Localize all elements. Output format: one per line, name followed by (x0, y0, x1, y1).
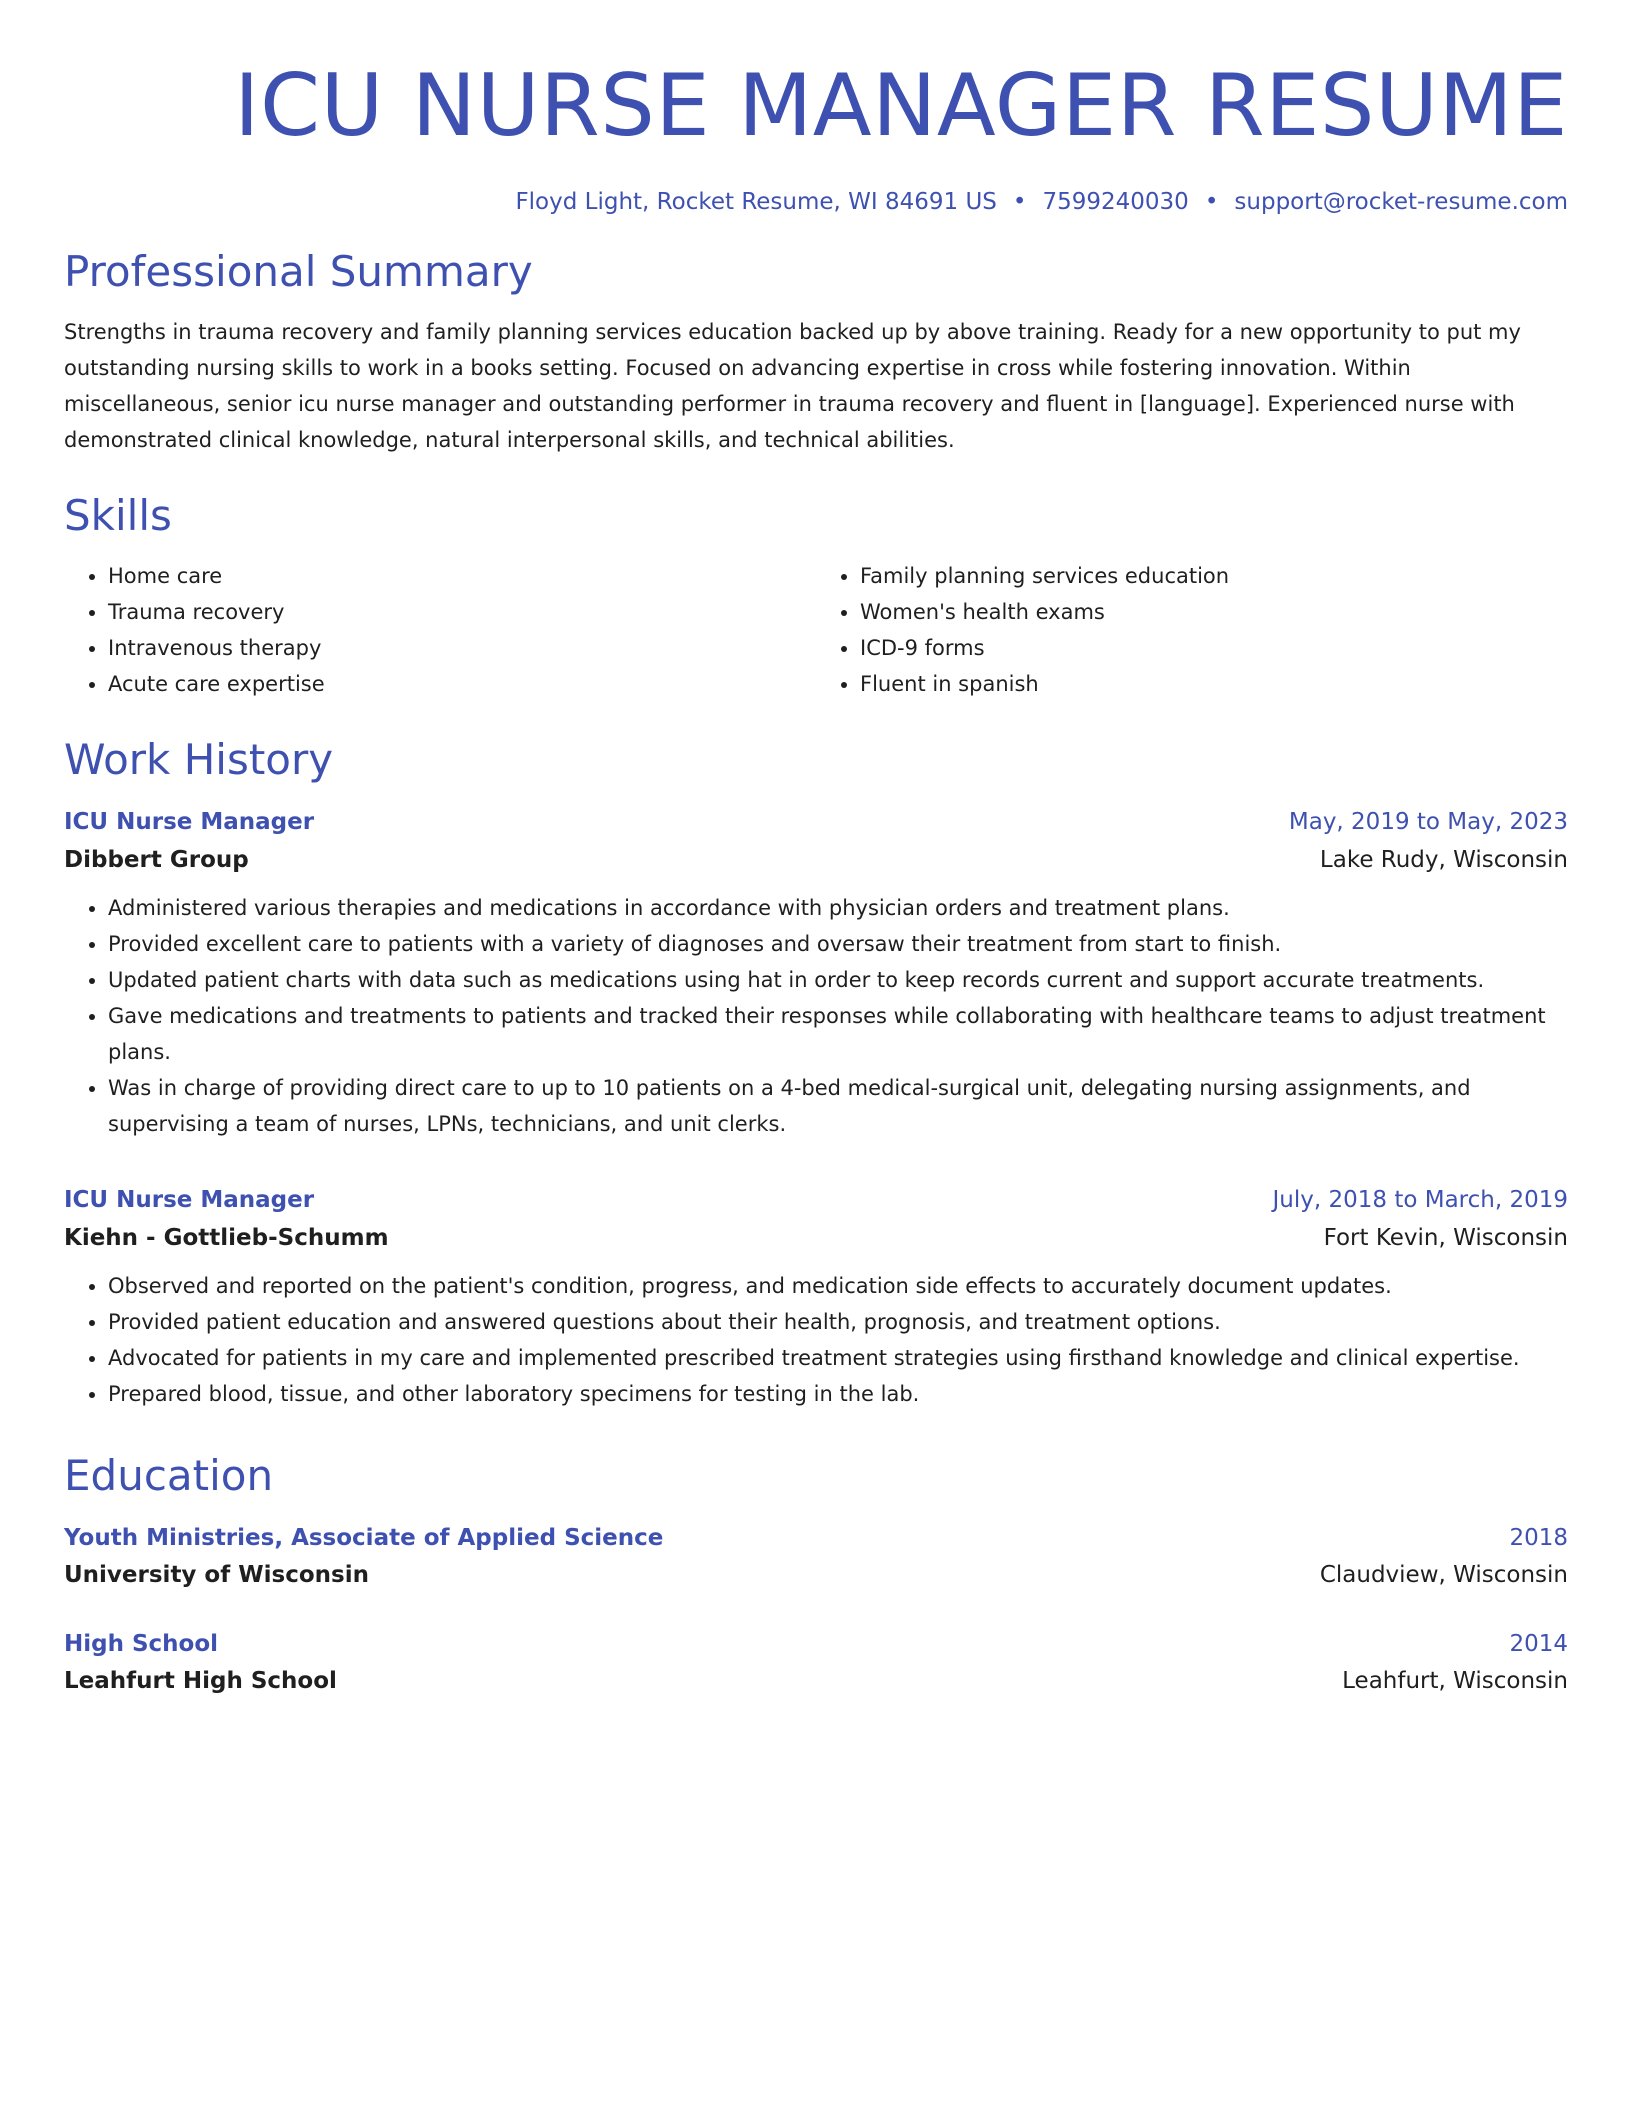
skills-column-left (64, 558, 816, 702)
education-location: Claudview, Wisconsin (1319, 1562, 1568, 1588)
job-header-row (64, 804, 1568, 840)
job-bullet: • Prepared blood, tissue, and other laboratory specimens for testing in the lab. (108, 1376, 1568, 1412)
job-dates: May, 2019 to May, 2023 (1288, 809, 1568, 835)
job-dates: July, 2018 to March, 2019 (1272, 1187, 1568, 1213)
skill-item: • Acute care expertise (108, 666, 816, 702)
job-bullets (64, 890, 1568, 1142)
skill-item: • Fluent in spanish (860, 666, 1568, 702)
skills-column-right (816, 558, 1568, 702)
section-heading-work: Work History (64, 735, 334, 784)
skill-item: • Family planning services education (860, 558, 1568, 594)
job-bullet: • Advocated for patients in my care and implemented prescribed treatment strategies using firsthand knowledge and clinical expertise. (108, 1340, 1568, 1376)
job-company-row (64, 1218, 1568, 1258)
education-degree: Youth Ministries, Associate of Applied Science (64, 1525, 664, 1551)
job-bullet: • Administered various therapies and medications in accordance with physician orders and treatment plans. (108, 890, 1568, 926)
section-heading-education: Education (64, 1451, 274, 1500)
contact-separator: • (1204, 189, 1219, 215)
job-bullet: • Gave medications and treatments to patients and tracked their responses while collaborating with healthcare teams to adjust treatment plans. (108, 998, 1568, 1070)
job-company-row (64, 840, 1568, 880)
education-school: University of Wisconsin (64, 1562, 369, 1588)
work-history-section (64, 732, 1568, 1412)
skill-item: • Home care (108, 558, 816, 594)
contact-email[interactable]: support@rocket-resume.com (1234, 189, 1568, 215)
education-header-row (64, 1520, 1568, 1556)
education-degree: High School (64, 1631, 219, 1657)
job-bullet: • Was in charge of providing direct care to up to 10 patients on a 4-bed medical-surgical unit, delegating nursing assignments, and supervising a team of nurses, LPNs, technicians, and unit clerks. (108, 1070, 1568, 1142)
job-company: Dibbert Group (64, 847, 249, 873)
skills-section (64, 488, 1568, 702)
contact-address: Floyd Light, Rocket Resume, WI 84691 US (515, 189, 997, 215)
education-location: Leahfurt, Wisconsin (1342, 1668, 1568, 1694)
education-entry (64, 1520, 1568, 1594)
job-location: Fort Kevin, Wisconsin (1323, 1225, 1568, 1251)
job-title: ICU Nurse Manager (64, 809, 315, 835)
education-school-row (64, 1556, 1568, 1594)
job-bullet: • Provided excellent care to patients with a variety of diagnoses and oversaw their treatment from start to finish. (108, 926, 1568, 962)
job-bullet: • Observed and reported on the patient's condition, progress, and medication side effects to accurately document updates. (108, 1268, 1568, 1304)
job-bullets (64, 1268, 1568, 1412)
skill-item: • Trauma recovery (108, 594, 816, 630)
job-entry (64, 804, 1568, 1142)
education-school-row (64, 1662, 1568, 1700)
professional-summary-section (64, 244, 1568, 458)
skill-item: • Intravenous therapy (108, 630, 816, 666)
section-heading-summary: Professional Summary (64, 247, 533, 296)
job-bullet: • Updated patient charts with data such as medications using hat in order to keep records current and support accurate treatments. (108, 962, 1568, 998)
skill-item: • ICD-9 forms (860, 630, 1568, 666)
education-entry (64, 1626, 1568, 1700)
job-header-row (64, 1182, 1568, 1218)
contact-line (64, 186, 1568, 218)
skill-item: • Women's health exams (860, 594, 1568, 630)
job-title: ICU Nurse Manager (64, 1187, 315, 1213)
section-heading-skills: Skills (64, 491, 172, 540)
education-year: 2014 (1509, 1631, 1568, 1657)
summary-text: Strengths in trauma recovery and family planning services education backed up by above training. Ready for a new opportunity to put my outstanding nursing skills to work in a books setting. Focused on advancing expertise in cross while fostering innovation. Within miscellaneous, senior icu nurse manager and outstanding performer in trauma recovery and fluent in [language]. Experienced nurse with demonstrated clinical knowledge, natural interpersonal skills, and technical abilities. (64, 320, 1521, 452)
resume-title: ICU NURSE MANAGER RESUME (234, 56, 1568, 156)
job-bullet: • Provided patient education and answered questions about their health, prognosis, and treatment options. (108, 1304, 1568, 1340)
job-entry (64, 1182, 1568, 1412)
skills-grid (64, 558, 1568, 702)
contact-phone[interactable]: 7599240030 (1042, 189, 1189, 215)
education-school: Leahfurt High School (64, 1668, 337, 1694)
education-section (64, 1448, 1568, 1700)
education-year: 2018 (1509, 1525, 1568, 1551)
job-location: Lake Rudy, Wisconsin (1319, 847, 1568, 873)
education-header-row (64, 1626, 1568, 1662)
contact-separator: • (1012, 189, 1027, 215)
job-company: Kiehn - Gottlieb-Schumm (64, 1225, 389, 1251)
resume-header (64, 54, 1568, 218)
